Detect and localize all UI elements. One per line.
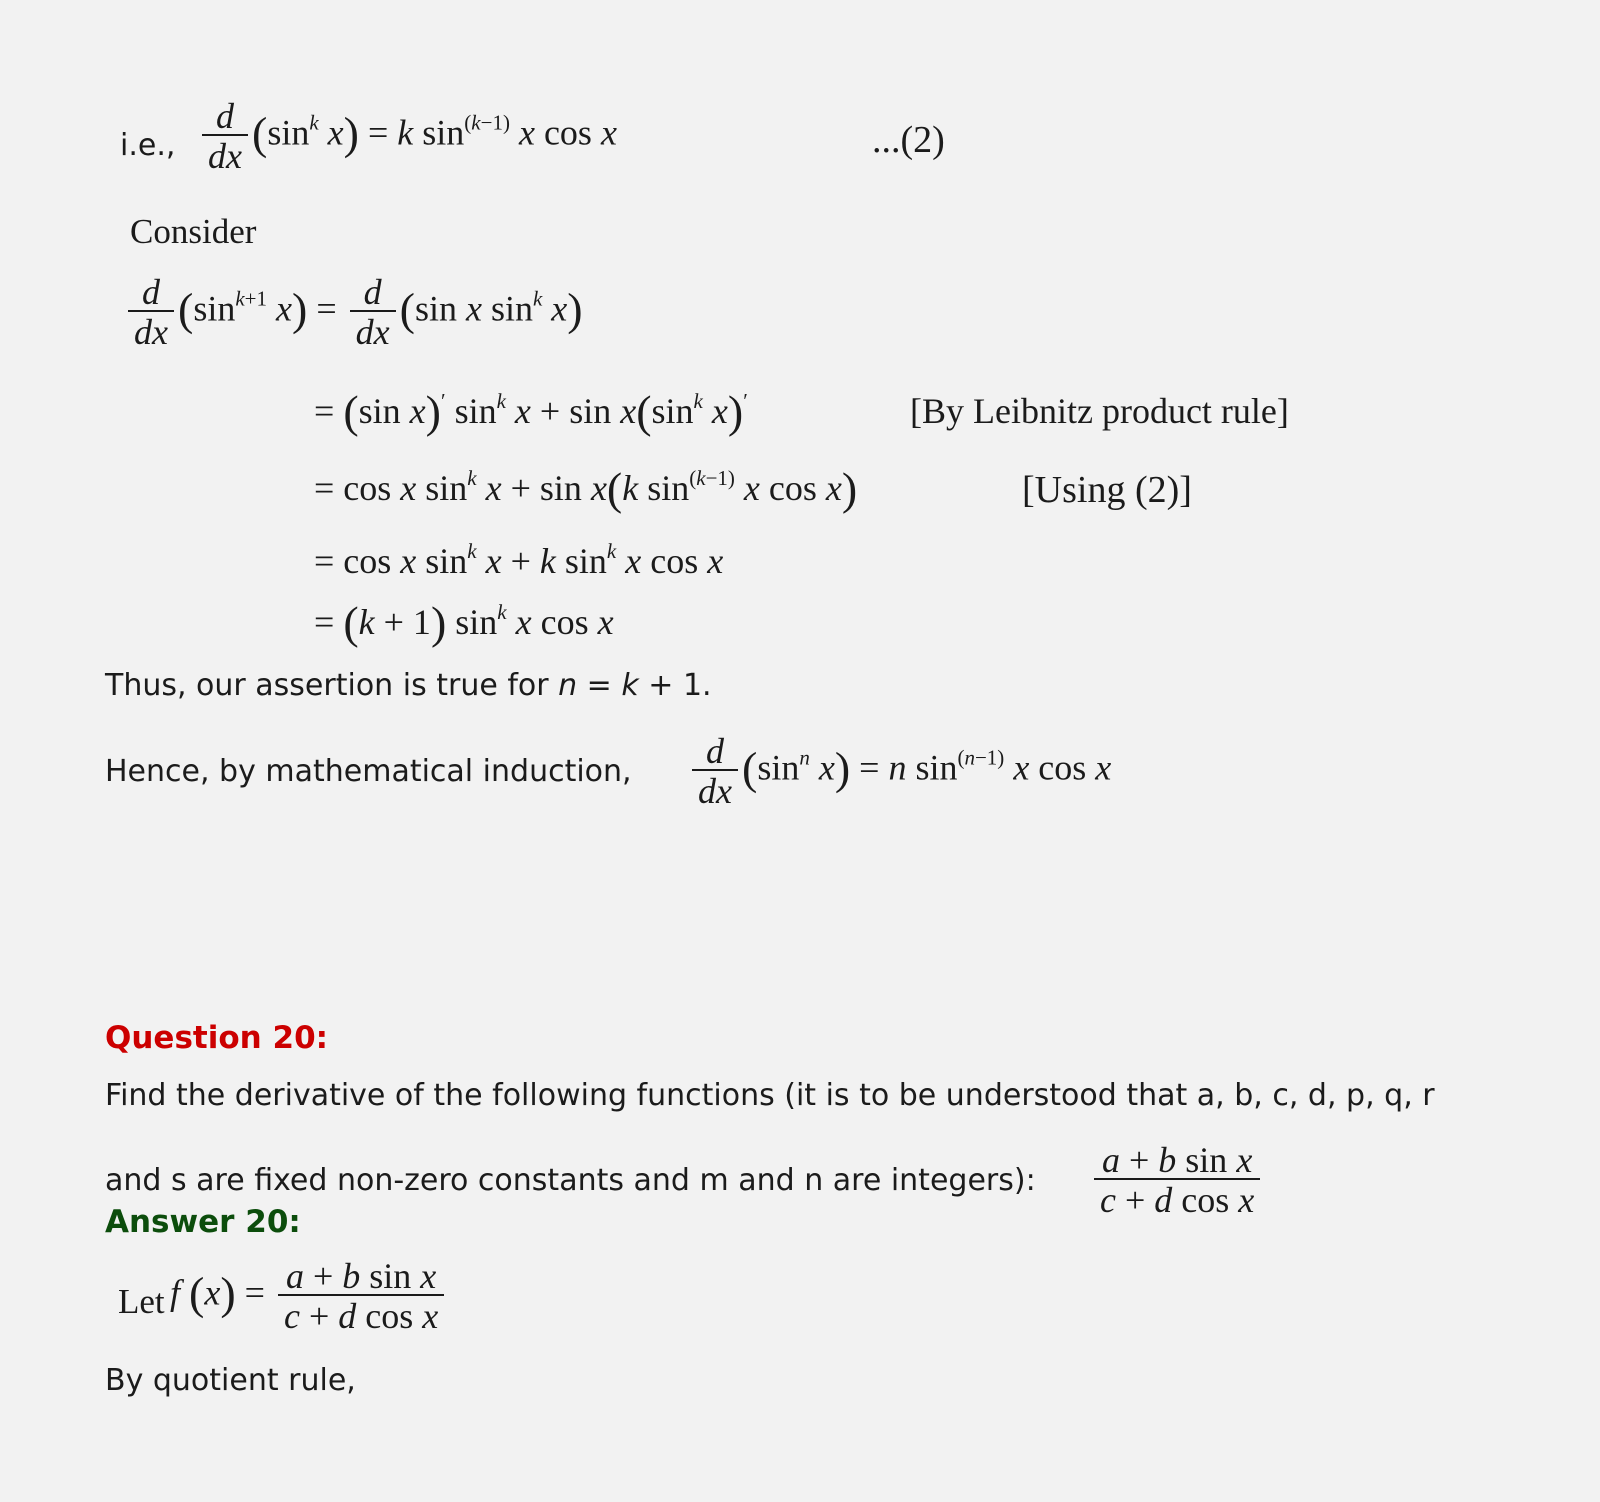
- consider-label: Consider: [130, 212, 257, 251]
- let-label: Let: [118, 1282, 165, 1321]
- question-label: Question 20:: [105, 1020, 329, 1056]
- equation-tag: ...(2): [872, 119, 945, 161]
- question-text-line-2: and s are fixed non-zero constants and m and n are integers):: [105, 1163, 1036, 1198]
- derivation-line-3: = cos x $\sin^k x + \sin x(k$ $\sin^{(k-1)} x$ cos x): [314, 463, 858, 514]
- answer-label: Answer 20:: [105, 1204, 301, 1240]
- question-function: $\frac{\text{a + b sin x}}{\text{c + d cos x}}$: [1094, 1142, 1260, 1218]
- thus-statement: Thus, our assertion is true for n = k + 1.: [105, 668, 712, 703]
- derivation-line-5: = (k + 1) $\sin^k x$ cos x: [314, 597, 614, 648]
- derivation-line-2: = (sin x)′ $\sin^k x + \sin x(\sin^k$ x)′: [314, 386, 748, 437]
- using-2-note: [Using (2)]: [1022, 469, 1192, 511]
- hence-statement: Hence, by mathematical induction,: [105, 754, 632, 789]
- induction-result: $\frac{d}{dx}$ ($\sin^n$ x) = n $\sin^{(n-1)} x$ cos x: [688, 733, 1111, 809]
- question-text-line-1: Find the derivative of the following functions (it is to be understood that a, b, c, d, p, q, r: [105, 1078, 1435, 1113]
- quotient-rule-text: By quotient rule,: [105, 1363, 356, 1398]
- ie-label: i.e.,: [120, 128, 176, 163]
- derivation-line-1: $\frac{d}{dx}$ ($\sin^{k+1}$ x) = $\frac{d}{dx}$ (sin x $\sin^k x$): [124, 274, 583, 350]
- let-definition: f (x) = $\frac{\text{a + b sin x}}{\text{c + d cos x}}$: [170, 1258, 448, 1334]
- leibnitz-note: [By Leibnitz product rule]: [910, 391, 1289, 431]
- derivation-line-4: = cos x $\sin^k x + k$ $\sin^k x$ cos x: [314, 539, 724, 581]
- equation-2: $\frac{d}{dx}$ ($\sin^k$ x) = k $\sin^{(k-1)} x$ cos x: [198, 98, 617, 174]
